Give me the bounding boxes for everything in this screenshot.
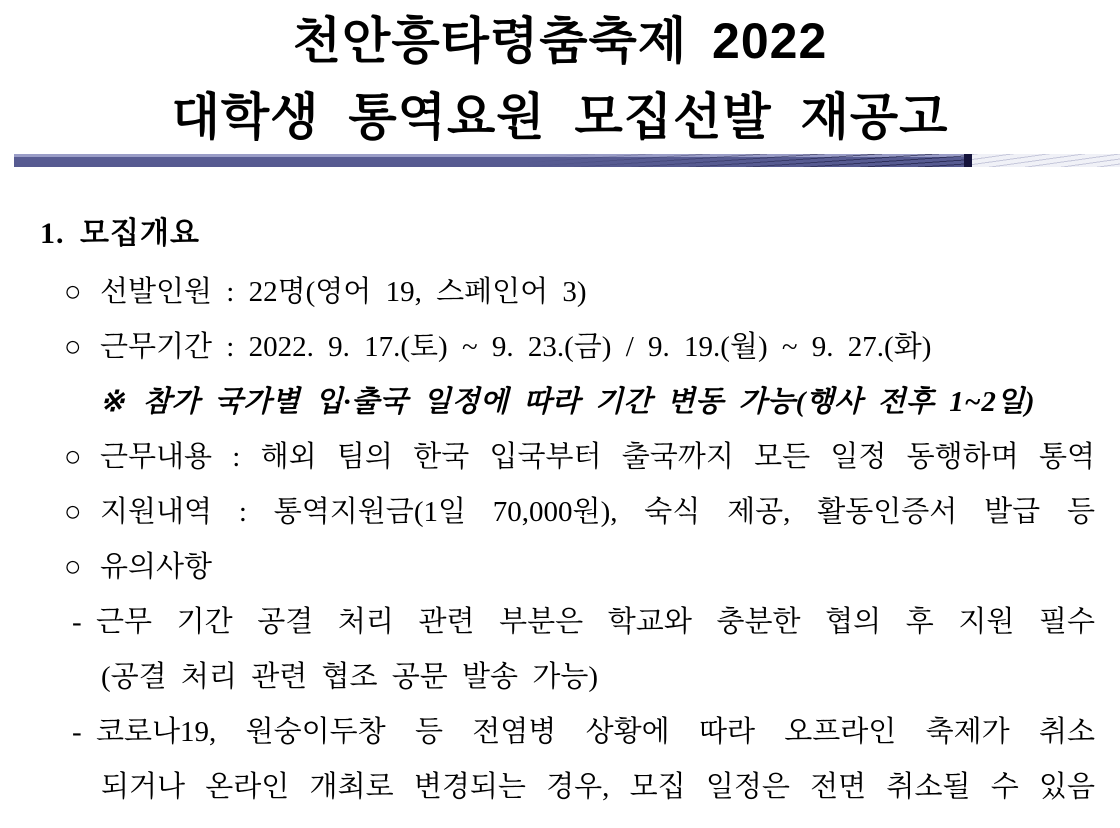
sub-item-line-2: 되거나 온라인 개최로 변경되는 경우, 모집 일정은 전면 취소될 수 있음	[101, 771, 1095, 803]
title-divider-bar	[14, 154, 1120, 167]
circle-bullet-icon: ○	[64, 496, 82, 528]
sub-item-line-1: 근무 기간 공결 처리 관련 부분은 학교와 충분한 협의 후 지원 필수	[96, 606, 1095, 638]
list-item-work-content	[40, 430, 1095, 485]
list-item-selection-count	[40, 265, 1095, 320]
sub-item-lines	[96, 595, 1095, 705]
sub-item-epidemic-cancellation	[40, 705, 1095, 815]
divider-notch	[964, 154, 972, 167]
note-text: 참가 국가별 입·출국 일정에 따라 기간 변동 가능(행사 전후 1~2일)	[142, 386, 1035, 418]
document-body	[0, 213, 1120, 815]
section-heading: 1. 모집개요	[40, 217, 200, 250]
circle-bullet-icon: ○	[64, 331, 82, 363]
sub-item-absence-approval	[40, 595, 1095, 705]
circle-bullet-icon: ○	[64, 551, 82, 583]
title-line-1: 천안흥타령춤축제 2022	[292, 13, 828, 69]
sub-item-line-2: (공결 처리 관련 협조 공문 발송 가능)	[101, 661, 599, 693]
list-item-period-note	[40, 375, 1095, 430]
circle-bullet-icon: ○	[64, 276, 82, 308]
divider-right-segment	[972, 154, 1120, 167]
sub-item-line-1: 코로나19, 원숭이두창 등 전염병 상황에 따라 오프라인 축제가 취소	[96, 716, 1095, 748]
divider-main-segment	[14, 154, 964, 167]
list-item-work-period	[40, 320, 1095, 375]
circle-bullet-icon: ○	[64, 441, 82, 473]
list-item-text: 근무내용 : 해외 팀의 한국 입국부터 출국까지 모든 일정 동행하며 통역	[100, 441, 1095, 473]
list-item-text: 유의사항	[100, 551, 213, 583]
list-item-text: 지원내역 : 통역지원금(1일 70,000원), 숙식 제공, 활동인증서 발급 등	[100, 496, 1095, 528]
list-item-cautions	[40, 540, 1095, 595]
list-item-text: 선발인원 : 22명(영어 19, 스페인어 3)	[100, 276, 587, 308]
sub-item-lines	[96, 705, 1095, 815]
reference-mark-icon: ※	[100, 386, 125, 418]
list-item-text: 근무기간 : 2022. 9. 17.(토) ~ 9. 23.(금) / 9. 19.(월) ~ 9. 27.(화)	[100, 331, 932, 363]
document-title	[0, 0, 1120, 146]
title-line-2: 대학생 통역요원 모집선발 재공고	[171, 89, 949, 145]
dash-bullet-icon: -	[72, 606, 82, 638]
section-items	[40, 265, 1095, 815]
dash-bullet-icon: -	[72, 716, 82, 748]
list-item-support-detail	[40, 485, 1095, 540]
